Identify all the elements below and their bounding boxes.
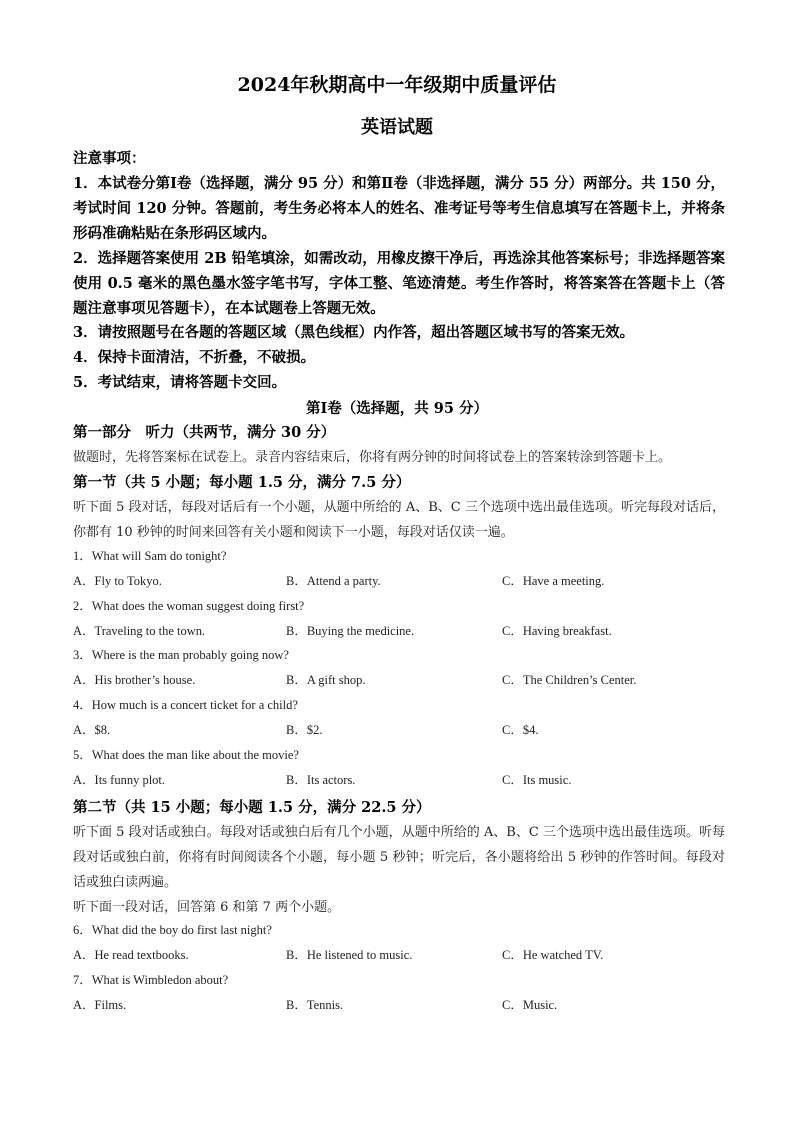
notice-item-3: 3．请按照题号在各题的答题区域（黑色线框）内作答，超出答题区域书写的答案无效。: [73, 324, 635, 341]
volume-heading: 第Ⅰ卷（选择题，共 95 分）: [305, 400, 489, 417]
question-4-option-a: A．$8.: [73, 723, 111, 737]
part1-instruction: 做题时，先将答案标在试卷上。录音内容结束后，你将有两分钟的时间将试卷上的答案转涂到答题卡上。: [73, 450, 672, 465]
question-3-option-b: B．A gift shop.: [286, 673, 366, 687]
question-2-option-c: C．Having breakfast.: [502, 624, 612, 638]
section2-instruction: 听下面 5 段对话或独白。每段对话或独白后有几个小题，从题中所给的 A、B、C 三个选项中选出最佳选项。听每段对话或独白前，你将有时间阅读各个小题，每小题 5 秒钟；听完后，各小题将给出 5 秒钟的作答时间。每段对话或独白读两遍。: [73, 825, 725, 890]
notice-item-2: 2．选择题答案使用 2B 铅笔填涂，如需改动，用橡皮擦干净后，再选涂其他答案标号；非选择题答案使用 0.5 毫米的黑色墨水签字笔书写，字体工整、笔迹清楚。考生作答时，将答案答在答题卡上（答题注意事项见答题卡），在本试题卷上答题无效。: [73, 250, 725, 317]
question-1-option-c: C．Have a meeting.: [502, 574, 605, 588]
question-7-stem: 7．What is Wimbledon about?: [73, 973, 229, 987]
question-6-stem: 6．What did the boy do first last night?: [73, 923, 272, 937]
question-3-option-c: C．The Children’s Center.: [502, 673, 637, 687]
question-1-option-b: B．Attend a party.: [286, 574, 381, 588]
question-3-stem: 3．Where is the man probably going now?: [73, 648, 289, 662]
question-7-option-c: C．Music.: [502, 998, 558, 1012]
section2-lead: 听下面一段对话，回答第 6 和第 7 两个小题。: [73, 900, 341, 915]
notice-item-1: 1．本试卷分第Ⅰ卷（选择题，满分 95 分）和第Ⅱ卷（非选择题，满分 55 分）两部分。共 150 分，考试时间 120 分钟。答题前，考生务必将本人的姓名、准考证号等考生信息填写在答题卡上，并将条形码准确粘贴在条形码区域内。: [73, 175, 726, 242]
section1-instruction: 听下面 5 段对话，每段对话后有一个小题，从题中所给的 A、B、C 三个选项中选出最佳选项。听完每段对话后，你都有 10 秒钟的时间来回答有关小题和阅读下一小题，每段对话仅读一遍。: [73, 500, 725, 540]
question-7-option-a: A．Films.: [73, 998, 127, 1012]
section1-heading: 第一节（共 5 小题；每小题 1.5 分，满分 7.5 分）: [73, 474, 411, 491]
question-4-option-c: C．$4.: [502, 723, 539, 737]
question-7-option-b: B．Tennis.: [286, 998, 344, 1012]
notice-item-4: 4．保持卡面清洁，不折叠，不破损。: [73, 349, 316, 366]
question-6-option-b: B．He listened to music.: [286, 948, 413, 962]
question-5-stem: 5．What does the man like about the movie?: [73, 748, 299, 762]
part1-heading: 第一部分 听力（共两节，满分 30 分）: [73, 424, 336, 441]
question-2-option-a: A．Traveling to the town.: [73, 624, 206, 638]
question-2-option-b: B．Buying the medicine.: [286, 624, 415, 638]
question-4-option-b: B．$2.: [286, 723, 323, 737]
question-5-option-b: B．Its actors.: [286, 773, 356, 787]
question-3-option-a: A．His brother’s house.: [73, 673, 196, 687]
question-5-option-a: A．Its funny plot.: [73, 773, 166, 787]
exam-subtitle: 英语试题: [361, 117, 433, 138]
question-1-stem: 1．What will Sam do tonight?: [73, 549, 227, 563]
question-1-option-a: A．Fly to Tokyo.: [73, 574, 162, 588]
question-4-stem: 4．How much is a concert ticket for a child?: [73, 698, 298, 712]
question-6-option-c: C．He watched TV.: [502, 948, 604, 962]
exam-title: 2024年秋期高中一年级期中质量评估: [237, 74, 557, 96]
notice-heading: 注意事项：: [73, 150, 146, 167]
question-5-option-c: C．Its music.: [502, 773, 572, 787]
question-2-stem: 2．What does the woman suggest doing first?: [73, 599, 305, 613]
section2-heading: 第二节（共 15 小题；每小题 1.5 分，满分 22.5 分）: [73, 799, 431, 816]
question-6-option-a: A．He read textbooks.: [73, 948, 189, 962]
notice-item-5: 5．考试结束，请将答题卡交回。: [73, 374, 287, 391]
